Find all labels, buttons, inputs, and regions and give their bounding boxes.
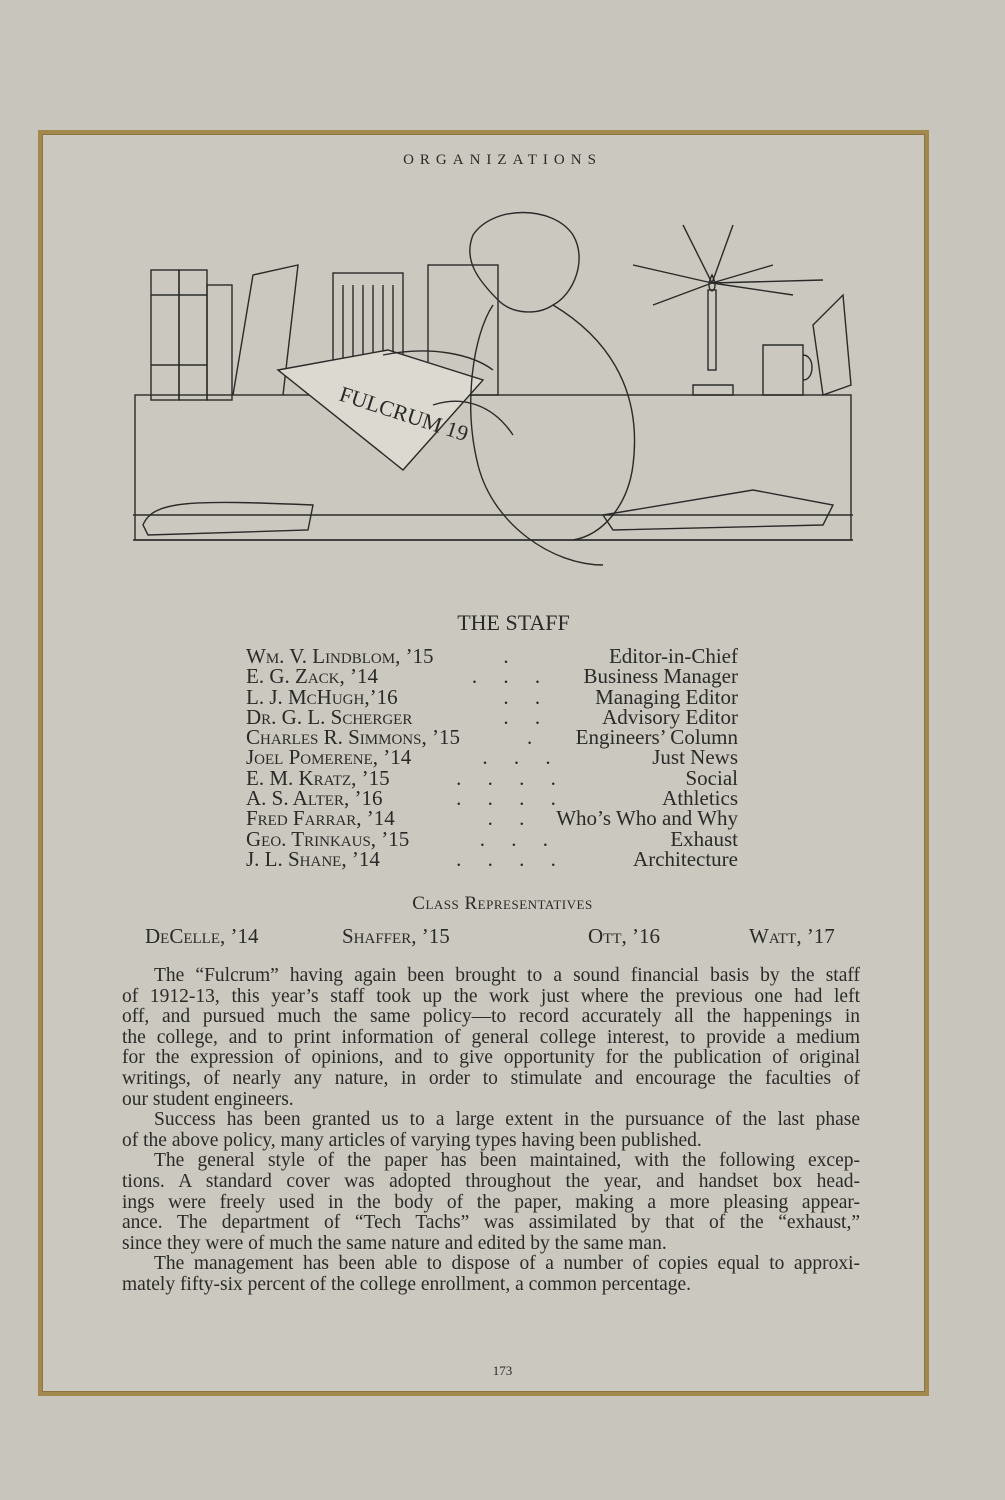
- staff-row: [246, 826, 738, 851]
- page-number: 173: [492, 1363, 513, 1378]
- staff-role: Exhaust: [670, 826, 738, 851]
- dot-leader: .: [479, 725, 533, 750]
- staff-role: Advisory Editor: [602, 704, 738, 729]
- staff-row: [246, 646, 738, 666]
- class-rep: Ott, ’16: [588, 924, 660, 948]
- staff-role: Engineers’ Column: [575, 725, 738, 750]
- paragraph-line: writings, of nearly any nature, in order to stimulate and encourage the faculties of: [122, 1067, 860, 1089]
- staff-name: Charles R. Simmons, ’15: [246, 725, 460, 750]
- dot-leader: . . . .: [456, 786, 556, 811]
- staff-role: Architecture: [633, 846, 738, 871]
- dot-leader: . . . .: [456, 846, 556, 871]
- staff-row: [246, 684, 738, 709]
- class-rep: Watt, ’17: [749, 924, 835, 948]
- paragraph-line: off, and pursued much the same policy—to record accurately all the happenings in: [122, 1006, 860, 1028]
- staff-name: A. S. Alter, ’16: [246, 786, 383, 811]
- staff-name: E. M. Kratz, ’15: [246, 765, 390, 790]
- svg-text:FULCRUM 19: FULCRUM 19: [336, 380, 472, 447]
- staff-list: [246, 646, 738, 869]
- staff-role: Editor-in-Chief: [608, 644, 738, 668]
- staff-illustration: [133, 205, 853, 580]
- paragraph-line: mately fifty-six percent of the college enrollment, a common percentage.: [122, 1273, 692, 1295]
- books-icon: [151, 265, 298, 400]
- dot-leader: . .: [471, 684, 541, 709]
- staff-row: [246, 704, 738, 729]
- staff-row: [246, 765, 738, 790]
- staff-name: Geo. Trinkaus, ’15: [246, 826, 410, 851]
- paragraph-line: tions. A standard cover was adopted throughout the year, and handset box head-: [122, 1170, 860, 1192]
- staff-role: Social: [685, 765, 738, 790]
- paragraph-line: Success has been granted us to a large extent in the pursuance of the last phase: [154, 1109, 860, 1131]
- staff-name: Wm. V. Lindblom, ’15: [246, 644, 434, 668]
- paragraph-line: The management has been able to dispose of a number of copies equal to approxi-: [154, 1253, 860, 1275]
- candle-icon: [633, 225, 823, 395]
- staff-row: [246, 725, 738, 750]
- staff-name: Dr. G. L. Scherger: [246, 704, 413, 729]
- dot-leader: . . . .: [456, 765, 556, 790]
- body-text: [122, 966, 860, 1296]
- staff-row: [246, 806, 738, 831]
- staff-title: THE STAFF: [457, 610, 570, 635]
- dot-leader: .: [503, 644, 509, 668]
- class-rep: Shaffer, ’15: [342, 924, 450, 948]
- staff-role: Just News: [652, 745, 738, 770]
- staff-role: Athletics: [662, 786, 738, 811]
- staff-name: E. G. Zack, ’14: [246, 664, 378, 689]
- paragraph-line: ings were freely used in the body of the paper, making a more pleasing appear-: [122, 1191, 860, 1213]
- paragraph-line: the college, and to print information of general college interest, to provide a medium: [122, 1026, 860, 1048]
- paragraph-line: The “Fulcrum” having again been brought to a sound financial basis by the staff: [154, 965, 860, 986]
- staff-role: Business Manager: [583, 664, 738, 689]
- staff-row: [246, 745, 738, 770]
- dot-leader: . . .: [464, 826, 548, 851]
- class-rep: DeCelle, ’14: [145, 924, 259, 948]
- section-header: ORGANIZATIONS: [403, 152, 602, 168]
- paragraph-line: our student engineers.: [122, 1088, 294, 1110]
- paragraph-line: ance. The department of “Tech Tachs” was assimilated by that of the “exhaust,”: [122, 1212, 860, 1234]
- staff-name: L. J. McHugh,’16: [246, 684, 398, 709]
- staff-name: Fred Farrar, ’14: [246, 806, 395, 831]
- staff-name: J. L. Shane, ’14: [246, 846, 380, 871]
- dot-leader: . . .: [471, 664, 541, 689]
- staff-name: Joel Pomerene, ’14: [246, 745, 412, 770]
- paragraph-line: of 1912-13, this year’s staff took up the work just where the previous one had left: [122, 985, 860, 1007]
- staff-role: Managing Editor: [595, 684, 738, 709]
- staff-row: [246, 664, 738, 689]
- dot-leader: . .: [487, 806, 525, 831]
- paragraph-line: for the expression of opinions, and to give opportunity for the publication of original: [122, 1047, 860, 1069]
- paragraph-line: since they were of much the same nature and edited by the same man.: [122, 1232, 667, 1254]
- staff-row: [246, 846, 738, 871]
- paragraph-line: of the above policy, many articles of varying types having been published.: [122, 1129, 702, 1151]
- class-reps-title: Class Representatives: [412, 893, 593, 914]
- paragraph-line: The general style of the paper has been maintained, with the following excep-: [154, 1150, 860, 1172]
- staff-row: [246, 786, 738, 811]
- dot-leader: . .: [471, 704, 541, 729]
- dot-leader: . . .: [461, 745, 551, 770]
- staff-role: Who’s Who and Why: [556, 806, 738, 831]
